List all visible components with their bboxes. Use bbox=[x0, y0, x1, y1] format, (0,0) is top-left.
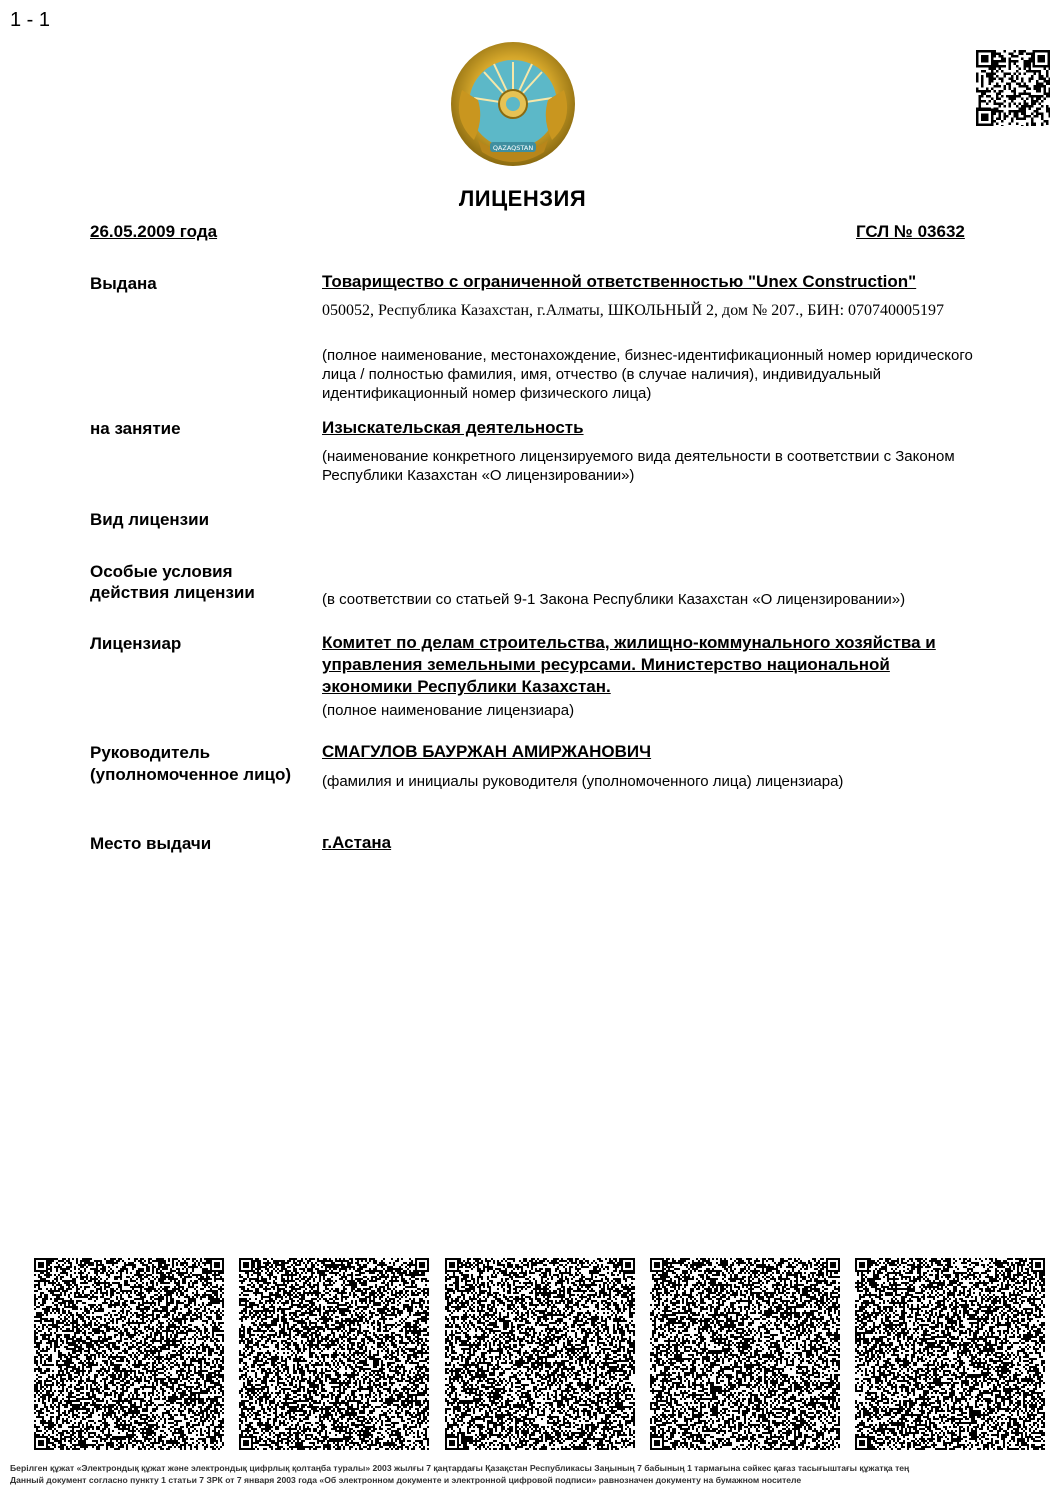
special-conditions-label-1: Особые условия bbox=[90, 562, 233, 581]
head-label-2: (уполномоченное лицо) bbox=[90, 765, 292, 784]
issued-value: Товарищество с ограниченной ответственностью "Unex Construction" bbox=[322, 272, 917, 291]
issued-label: Выдана bbox=[90, 274, 157, 293]
licensor-label: Лицензиар bbox=[90, 634, 182, 653]
licensor-value: Комитет по делам строительства, жилищно-коммунального хозяйства и управления земельными ресурсами. Министерство национальной экономики Республики Казахстан. bbox=[322, 633, 936, 696]
state-emblem-icon bbox=[444, 40, 582, 172]
activity-value: Изыскательская деятельность bbox=[322, 418, 584, 437]
license-number: ГСЛ № 03632 bbox=[856, 222, 965, 241]
licensor-hint: (полное наименование лицензиара) bbox=[322, 702, 575, 719]
activity-hint: (наименование конкретного лицензируемого вида деятельности в соответствии с Законом Республики Казахстан «О лицензировании») bbox=[322, 448, 955, 484]
signature-qr-code-icon bbox=[34, 1258, 224, 1450]
issued-address: 050052, Республика Казахстан, г.Алматы, ШКОЛЬНЫЙ 2, дом № 207., БИН: 070740005197 bbox=[322, 302, 945, 319]
place-label: Место выдачи bbox=[90, 834, 212, 853]
special-conditions-hint: (в соответствии со статьей 9-1 Закона Республики Казахстан «О лицензировании») bbox=[322, 591, 906, 608]
head-hint: (фамилия и инициалы руководителя (уполномоченного лица) лицензиара) bbox=[322, 773, 844, 790]
issued-hint: (полное наименование, местонахождение, бизнес-идентификационный номер юридического лица / полностью фамилия, имя, отчество (в случае наличия), индивидуальный идентификационный номер физического лица) bbox=[322, 347, 973, 402]
document-title: ЛИЦЕНЗИЯ bbox=[458, 186, 587, 211]
signature-qr-code-icon bbox=[239, 1258, 429, 1450]
activity-label: на занятие bbox=[90, 419, 181, 438]
qr-code-icon bbox=[976, 50, 1050, 126]
place-value: г.Астана bbox=[322, 833, 392, 852]
issue-date: 26.05.2009 года bbox=[90, 222, 218, 241]
signature-qr-code-icon bbox=[855, 1258, 1045, 1450]
special-conditions-label-2: действия лицензии bbox=[90, 583, 255, 602]
signature-qr-code-icon bbox=[650, 1258, 840, 1450]
signature-qr-code-icon bbox=[445, 1258, 635, 1450]
page-number: 1 - 1 bbox=[10, 9, 51, 31]
license-type-label: Вид лицензии bbox=[90, 510, 210, 529]
footer-russian: Данный документ согласно пункту 1 статьи 7 ЗРК от 7 января 2003 года «Об электронном документе и электронной цифровой подписи» равнозначен документу на бумажном носителе bbox=[10, 1475, 802, 1485]
head-label-1: Руководитель bbox=[90, 743, 211, 762]
emblem-ribbon-text: QAZAQSTAN bbox=[492, 144, 534, 152]
head-value: СМАГУЛОВ БАУРЖАН АМИРЖАНОВИЧ bbox=[322, 742, 652, 761]
footer-kazakh: Берілген құжат «Электрондық құжат және электрондық цифрлық қолтаңба туралы» 2003 жылғы 7 қаңтардағы Қазақстан Республикасы Заңының 7 бабының 1 тармағына сәйкес қағаз тасығыштағы құжатқа тең bbox=[10, 1463, 910, 1473]
